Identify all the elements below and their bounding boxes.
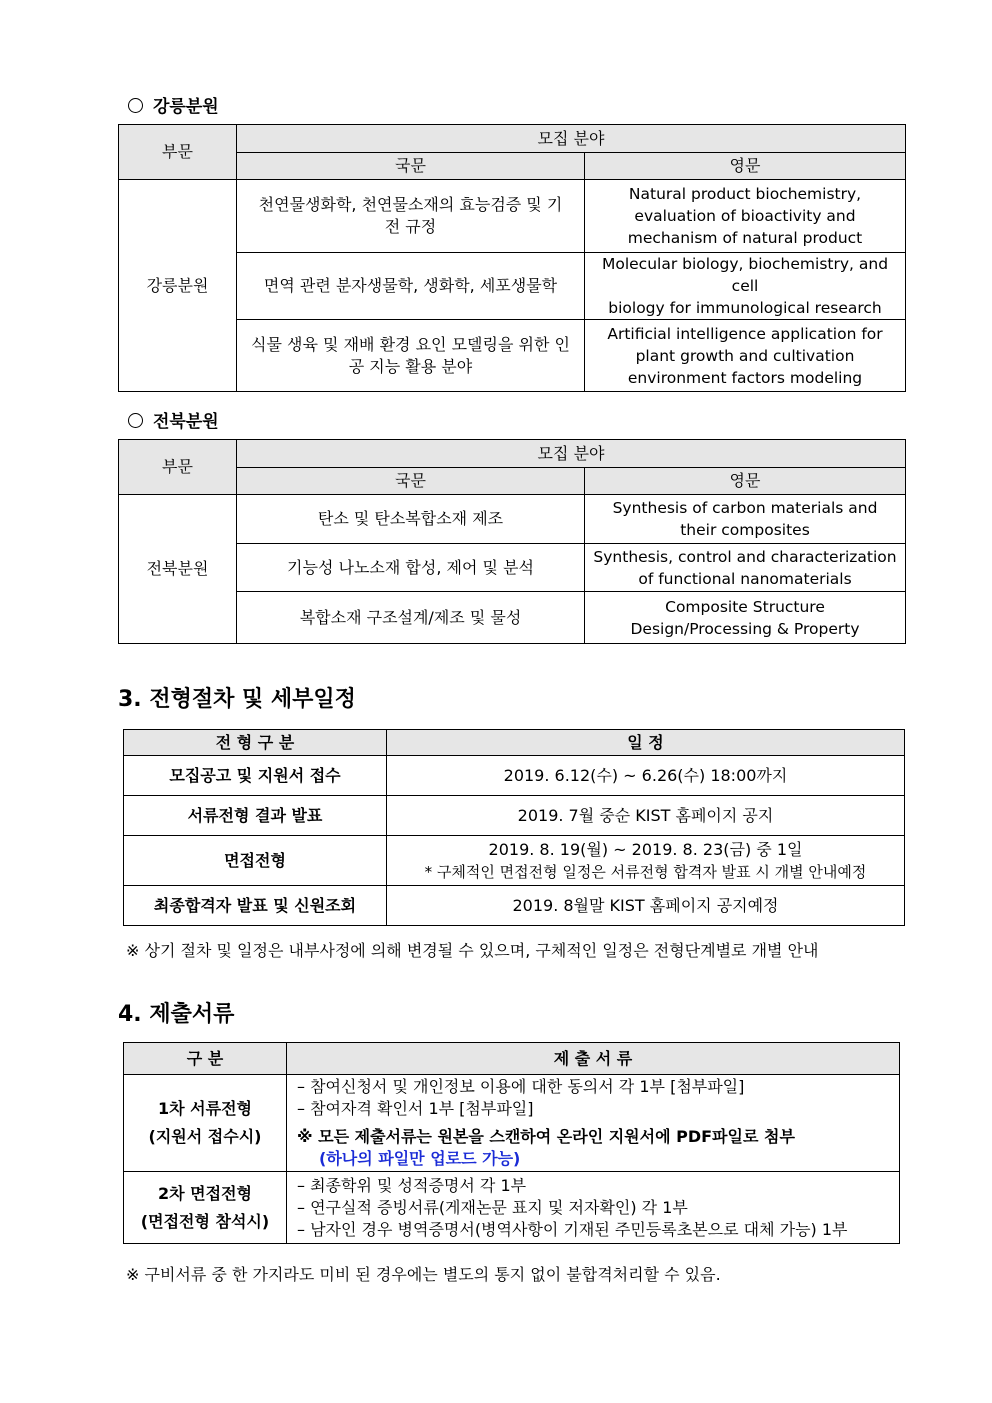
schedule-title: 3. 전형절차 및 세부일정 — [118, 687, 356, 712]
field-ko: 천연물생화학, 천연물소재의 효능검증 및 기전 규정 — [237, 180, 585, 253]
header-field: 모집 분야 — [237, 125, 906, 153]
documents-cell: – 최종학위 및 성적증명서 각 1부 – 연구실적 증빙서류(게재논문 표지 및 저자확인) 각 1부 – 남자인 경우 병역증명서(병역사항이 기재된 주민등록초본으로 대체 가능) 1부 — [287, 1172, 900, 1244]
schedule-note: ※ 상기 절차 및 일정은 내부사정에 의해 변경될 수 있으며, 구체적인 일정은 전형단계별로 개별 안내 — [126, 941, 819, 960]
jeonbuk-table — [118, 439, 906, 644]
stage-cell: 최종합격자 발표 및 신원조회 — [124, 886, 387, 926]
field-ko: 복합소재 구조설계/제조 및 물성 — [237, 592, 585, 644]
gangneung-table — [118, 124, 906, 392]
category-cell: 2차 면접전형 (면접전형 참석시) — [124, 1172, 287, 1244]
header-en: 영문 — [585, 468, 906, 495]
dept-cell: 강릉분원 — [119, 180, 237, 392]
header-stage: 전 형 구 분 — [124, 730, 387, 756]
field-en: Synthesis, control and characterization of functional nanomaterials — [585, 544, 906, 592]
section-title-jeonbuk: 전북분원 — [128, 407, 219, 432]
header-ko: 국문 — [237, 153, 585, 180]
dept-cell: 전북분원 — [119, 495, 237, 644]
category-cell: 1차 서류전형 (지원서 접수시) — [124, 1075, 287, 1172]
field-en: Molecular biology, biochemistry, and cell biology for immunological research — [585, 253, 906, 320]
header-dept: 부문 — [119, 125, 237, 180]
header-date: 일 정 — [387, 730, 905, 756]
field-en: Artificial intelligence application for plant growth and cultivation environment factors modeling — [585, 320, 906, 392]
header-dept: 부문 — [119, 440, 237, 495]
circle-bullet-icon — [128, 98, 143, 113]
circle-bullet-icon — [128, 413, 143, 428]
schedule-table — [123, 729, 905, 926]
documents-note: ※ 구비서류 중 한 가지라도 미비 된 경우에는 별도의 통지 없이 불합격처리할 수 있음. — [126, 1265, 721, 1284]
notice-sub: (하나의 파일만 업로드 가능) — [319, 1149, 521, 1168]
header-field: 모집 분야 — [237, 440, 906, 468]
documents-title: 4. 제출서류 — [118, 1002, 235, 1027]
field-ko: 식물 생육 및 재배 환경 요인 모델링을 위한 인공 지능 활용 분야 — [237, 320, 585, 392]
field-en: Natural product biochemistry, evaluation of bioactivity and mechanism of natural product — [585, 180, 906, 253]
header-ko: 국문 — [237, 468, 585, 495]
date-cell: 2019. 8. 19(월) ~ 2019. 8. 23(금) 중 1일 * 구체적인 면접전형 일정은 서류전형 합격자 발표 시 개별 안내예정 — [387, 836, 905, 886]
notice-text: ※ 모든 제출서류는 원본을 스캔하여 온라인 지원서에 PDF파일로 첨부 — [297, 1127, 795, 1146]
documents-cell: – 참여신청서 및 개인정보 이용에 대한 동의서 각 1부 [첨부파일] – 참여자격 확인서 1부 [첨부파일] ※ 모든 제출서류는 원본을 스캔하여 온라인 지원서에 PDF파일로 첨부 (하나의 파일만 업로드 가능) — [287, 1075, 900, 1172]
stage-cell: 서류전형 결과 발표 — [124, 796, 387, 836]
section-title-gangneung: 강릉분원 — [128, 92, 219, 117]
field-ko: 면역 관련 분자생물학, 생화학, 세포생물학 — [237, 253, 585, 320]
stage-cell: 면접전형 — [124, 836, 387, 886]
field-en: Composite Structure Design/Processing & Property — [585, 592, 906, 644]
header-documents: 제 출 서 류 — [287, 1043, 900, 1075]
documents-table — [123, 1042, 900, 1244]
field-en: Synthesis of carbon materials and their composites — [585, 495, 906, 544]
header-en: 영문 — [585, 153, 906, 180]
stage-cell: 모집공고 및 지원서 접수 — [124, 756, 387, 796]
date-cell: 2019. 6.12(수) ~ 6.26(수) 18:00까지 — [387, 756, 905, 796]
date-cell: 2019. 8월말 KIST 홈페이지 공지예정 — [387, 886, 905, 926]
field-ko: 탄소 및 탄소복합소재 제조 — [237, 495, 585, 544]
header-category: 구 분 — [124, 1043, 287, 1075]
field-ko: 기능성 나노소재 합성, 제어 및 분석 — [237, 544, 585, 592]
date-cell: 2019. 7월 중순 KIST 홈페이지 공지 — [387, 796, 905, 836]
